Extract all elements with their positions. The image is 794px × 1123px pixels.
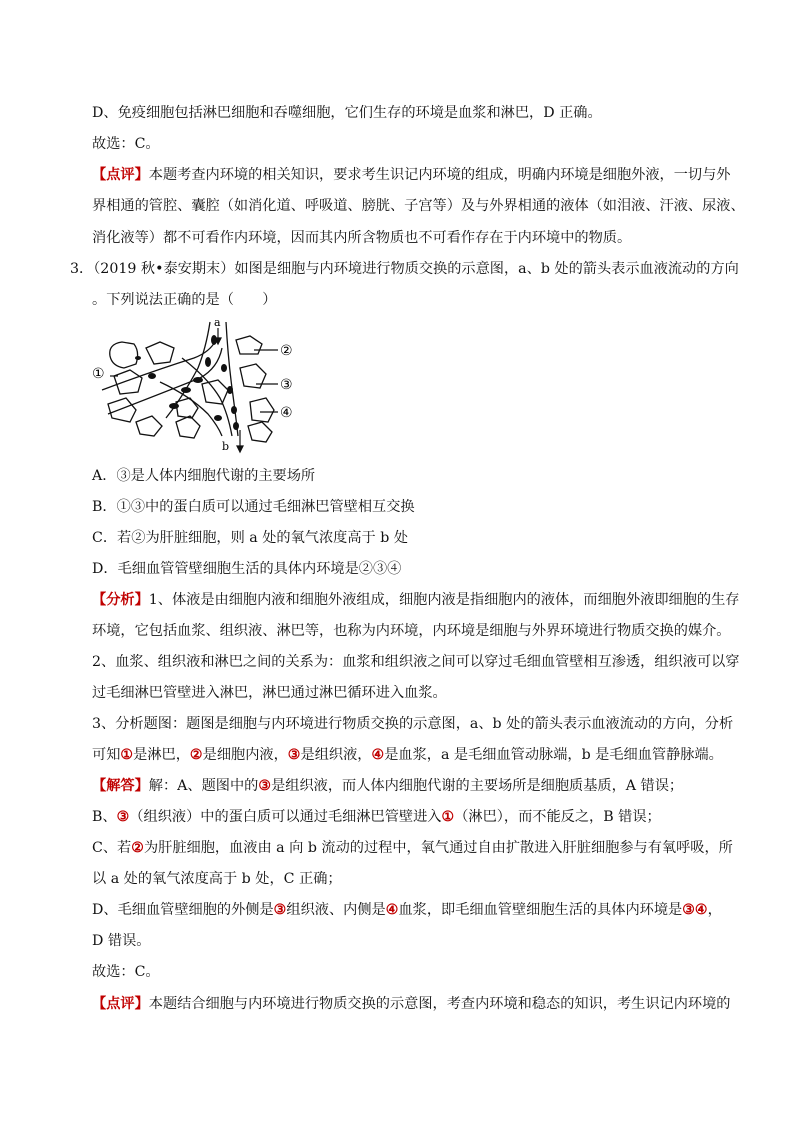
- diagram-label-b: b: [222, 440, 230, 453]
- diagram-label-4: ④: [280, 405, 293, 421]
- text-line: 。下列说法正确的是（ ）: [92, 292, 277, 308]
- cell-exchange-diagram: [90, 318, 300, 456]
- diagram-label-2: ②: [280, 343, 293, 359]
- review-line: 【点评】本题考查内环境的相关知识，要求考生识记内环境的组成，明确内环境是细胞外液，一切与外: [92, 167, 731, 183]
- option-b: B．①③中的蛋白质可以通过毛细淋巴管壁相互交换: [92, 499, 415, 515]
- answer-tag: 【解答】: [92, 778, 149, 794]
- question-line: 3．（2019 秋•泰安期末）如图是细胞与内环境进行物质交换的示意图，a、b 处的箭头表示血液流动的方向: [70, 261, 739, 277]
- text-line: 3、分析题图：题图是细胞与内环境进行物质交换的示意图，a、b 处的箭头表示血液流动的方向，分析: [92, 716, 734, 732]
- text-line: 故选：C。: [92, 136, 160, 152]
- text-line: 环境，它包括血浆、组织液、淋巴等，也称为内环境，内环境是细胞与外界环境进行物质交换的媒介。: [92, 623, 731, 639]
- text-line: D 错误。: [92, 933, 151, 949]
- option-c: C．若②为肝脏细胞，则 a 处的氧气浓度高于 b 处: [92, 530, 409, 546]
- question-number: 3．: [70, 261, 94, 277]
- text-line: B、③（组织液）中的蛋白质可以通过毛细淋巴管壁进入①（淋巴），而不能反之，B 错误；: [92, 809, 661, 825]
- text-line: 可知①是淋巴，②是细胞内液，③是组织液，④是血浆，a 是毛细血管动脉端，b 是毛细血管静脉端。: [92, 747, 723, 763]
- review-line: 【点评】本题结合细胞与内环境进行物质交换的示意图，考查内环境和稳态的知识，考生识记内环境的: [92, 996, 731, 1012]
- review-tag: 【点评】: [92, 996, 149, 1012]
- text-line: 2、血浆、组织液和淋巴之间的关系为：血浆和组织液之间可以穿过毛细血管壁相互渗透，组织液可以穿: [92, 654, 740, 670]
- text-line: 过毛细淋巴管壁进入淋巴，淋巴通过淋巴循环进入血浆。: [92, 685, 447, 701]
- review-tag: 【点评】: [92, 167, 149, 183]
- diagram-label-3: ③: [280, 377, 293, 393]
- text-line: 界相通的管腔、囊腔（如消化道、呼吸道、膀胱、子宫等）及与外界相通的液体（如泪液、汗液、尿液、: [92, 198, 745, 214]
- analysis-tag: 【分析】: [92, 592, 149, 608]
- text-line: D、毛细血管壁细胞的外侧是③组织液、内侧是④血浆，即毛细血管壁细胞生活的具体内环境是③④，: [92, 902, 722, 918]
- option-d: D．毛细血管管壁细胞生活的具体内环境是②③④: [92, 561, 402, 577]
- text-line: 故选：C。: [92, 964, 160, 980]
- text-line: 以 a 处的氧气浓度高于 b 处，C 正确；: [92, 871, 342, 887]
- text-line: D、免疫细胞包括淋巴细胞和吞噬细胞，它们生存的环境是血浆和淋巴，D 正确。: [92, 105, 602, 121]
- diagram-label-1: ①: [92, 366, 105, 382]
- text-line: 消化液等）都不可看作内环境，因而其内所含物质也不可看作存在于内环境中的物质。: [92, 230, 632, 246]
- option-a: A．③是人体内细胞代谢的主要场所: [92, 468, 316, 484]
- answer-line: 【解答】解：A、题图中的③是组织液，而人体内细胞代谢的主要场所是细胞质基质，A 错误；: [92, 778, 684, 794]
- analysis-line: 【分析】1、体液是由细胞内液和细胞外液组成，细胞内液是指细胞内的液体，而细胞外液即细胞的生存: [92, 592, 740, 608]
- diagram-label-a: a: [214, 318, 221, 329]
- text-line: C、若②为肝脏细胞，血液由 a 向 b 流动的过程中，氧气通过自由扩散进入肝脏细胞参与有氧呼吸，所: [92, 840, 733, 856]
